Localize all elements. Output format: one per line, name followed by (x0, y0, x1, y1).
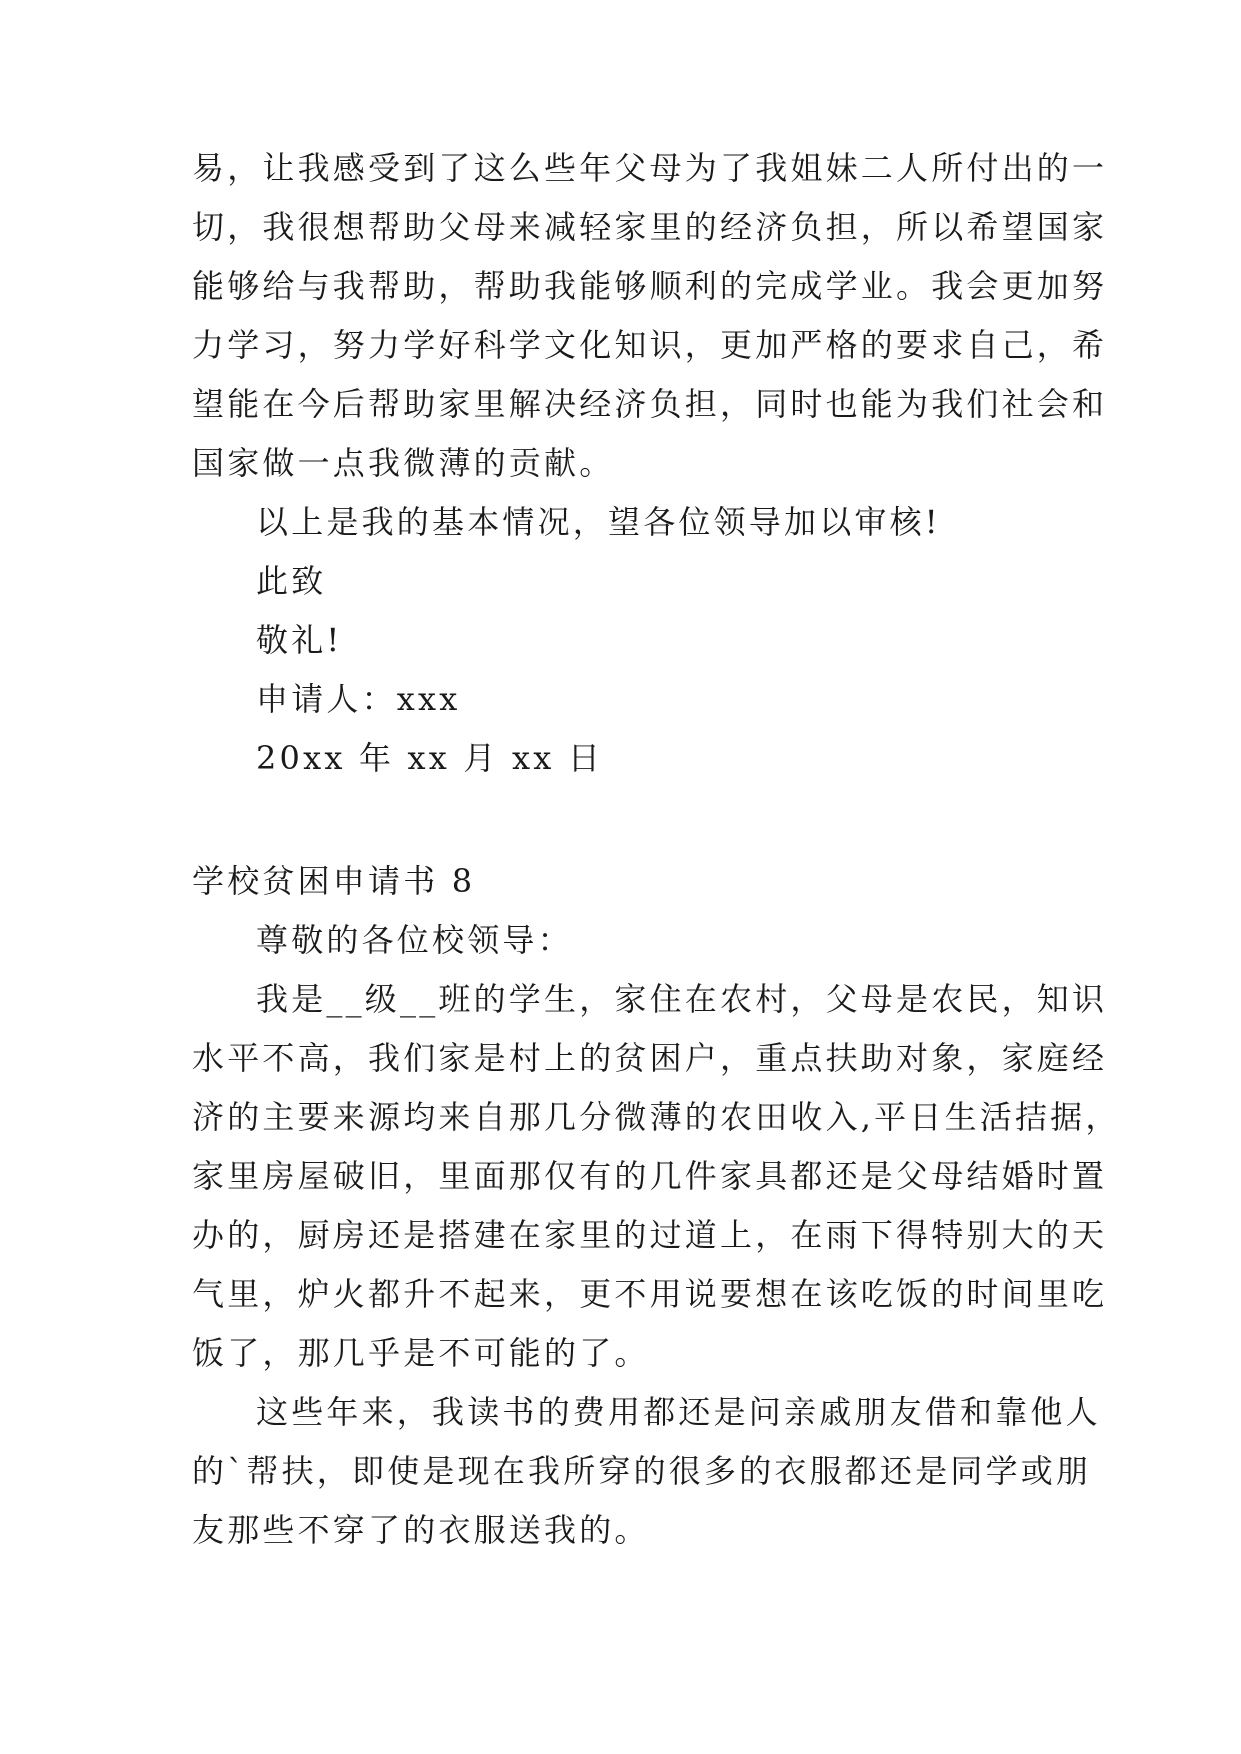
paragraph-line: 易，让我感受到了这么些年父母为了我姐妹二人所付出的一 (192, 149, 1108, 187)
salutation-line: 此致 (256, 562, 327, 600)
paragraph-line: 这些年来，我读书的费用都还是问亲戚朋友借和靠他人 (256, 1393, 1101, 1431)
paragraph-line: 力学习，努力学好科学文化知识，更加严格的要求自己，希 (192, 326, 1108, 364)
section-title: 学校贫困申请书 8 (192, 862, 476, 900)
paragraph-line: 济的主要来源均来自那几分微薄的农田收入,平日生活拮据， (192, 1098, 1121, 1136)
paragraph-line: 国家做一点我微薄的贡献。 (192, 444, 615, 482)
paragraph-line: 友那些不穿了的衣服送我的。 (192, 1511, 650, 1549)
paragraph-line: 气里，炉火都升不起来，更不用说要想在该吃饭的时间里吃 (192, 1275, 1108, 1313)
paragraph-line: 办的，厨房还是搭建在家里的过道上，在雨下得特别大的天 (192, 1216, 1108, 1254)
paragraph-line: 能够给与我帮助，帮助我能够顺利的完成学业。我会更加努 (192, 267, 1108, 305)
date-line: 20xx 年 xx 月 xx 日 (256, 739, 604, 777)
paragraph-line: 水平不高，我们家是村上的贫困户，重点扶助对象，家庭经 (192, 1039, 1108, 1077)
greeting-line: 尊敬的各位校领导： (256, 921, 573, 959)
salutation-line: 敬礼! (256, 621, 343, 659)
paragraph-line: 饭了，那几乎是不可能的了。 (192, 1334, 650, 1372)
applicant-signature: 申请人：xxx (256, 680, 461, 718)
paragraph-line: 我是__级__班的学生，家住在农村，父母是农民，知识 (256, 980, 1108, 1018)
paragraph-line: 的`帮扶，即使是现在我所穿的很多的衣服都还是同学或朋 (192, 1452, 1092, 1490)
closing-statement: 以上是我的基本情况，望各位领导加以审核! (256, 503, 941, 541)
paragraph-line: 切，我很想帮助父母来减轻家里的经济负担，所以希望国家 (192, 208, 1108, 246)
paragraph-line: 望能在今后帮助家里解决经济负担，同时也能为我们社会和 (192, 385, 1108, 423)
paragraph-line: 家里房屋破旧，里面那仅有的几件家具都还是父母结婚时置 (192, 1157, 1108, 1195)
